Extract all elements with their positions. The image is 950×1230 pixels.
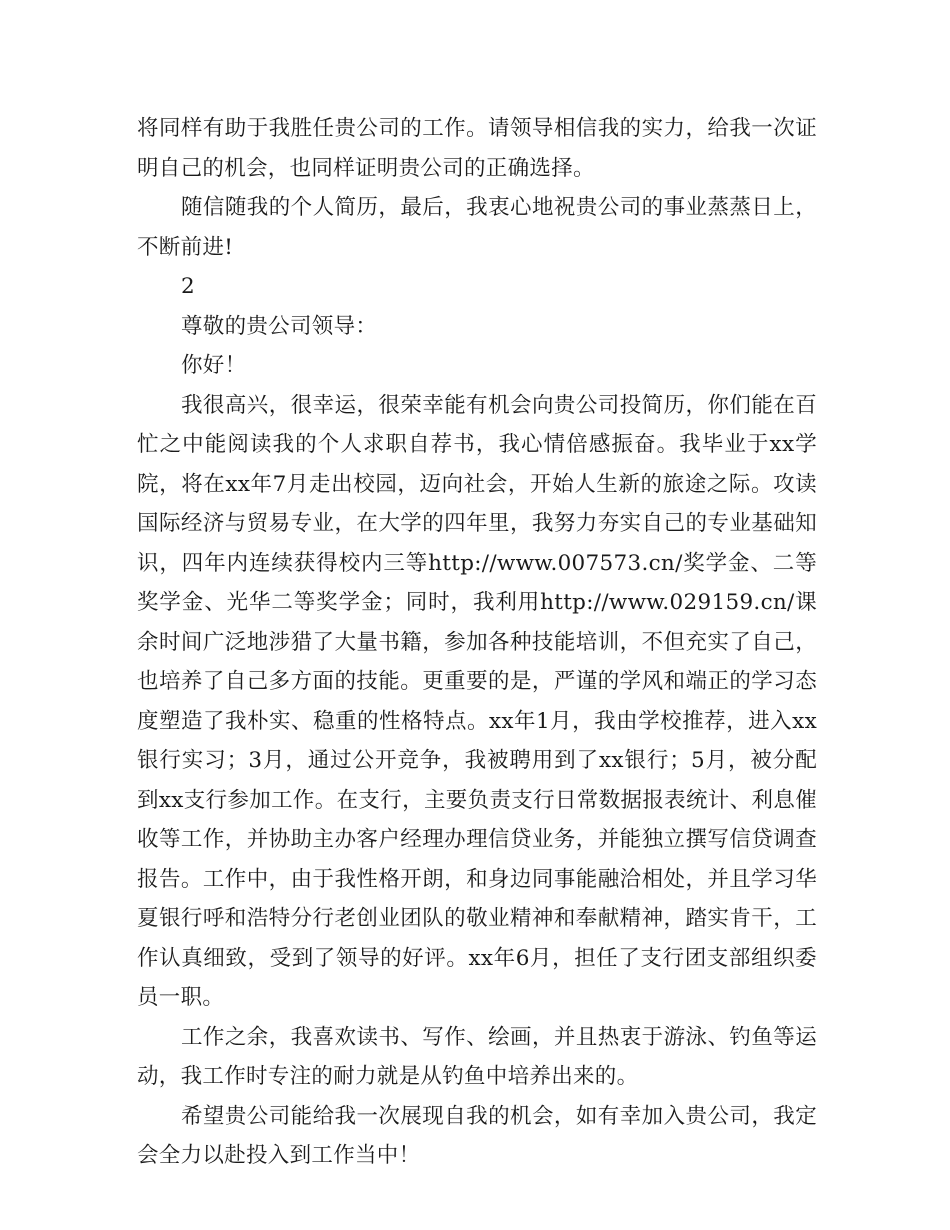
paragraph-main-body: 我很高兴，很幸运，很荣幸能有机会向贵公司投简历，你们能在百忙之中能阅读我的个人求职自荐书，我心情倍感振奋。我毕业于xx学院，将在xx年7月走出校园，迈向社会，开始人生新的旅途之际。攻读国际经济与贸易专业，在大学的四年里，我努力夯实自己的专业基础知识，四年内连续获得校内三等http://www.007573.cn/奖学金、二等奖学金、光华二等奖学金；同时，我利用http://www.029159.cn/课余时间广泛地涉猎了大量书籍，参加各种技能培训，不但充实了自己，也培养了自己多方面的技能。更重要的是，严谨的学风和端正的学习态度塑造了我朴实、稳重的性格特点。xx年1月，我由学校推荐，进入xx银行实习；3月，通过公开竞争，我被聘用到了xx银行；5月，被分配到xx支行参加工作。在支行，主要负责支行日常数据报表统计、利息催收等工作，并协助主办客户经理办理信贷业务，并能独立撰写信贷调查报告。工作中，由于我性格开朗，和身边同事能融洽相处，并且学习华夏银行呼和浩特分行老创业团队的敬业精神和奉献精神，踏实肯干，工作认真细致，受到了领导的好评。xx年6月，担任了支行团支部组织委员一职。 bbox=[137, 392, 817, 1010]
greeting: 你好！ bbox=[181, 353, 247, 378]
salutation: 尊敬的贵公司领导： bbox=[181, 313, 378, 339]
paragraph-conclusion: 希望贵公司能给我一次展现自我的机会，如有幸加入贵公司，我定会全力以赴投入到工作当中！ bbox=[137, 1103, 817, 1168]
paragraph-hobbies: 工作之余，我喜欢读书、写作、绘画，并且热衷于游泳、钓鱼等运动，我工作时专注的耐力就是从钓鱼中培养出来的。 bbox=[137, 1024, 817, 1089]
section-number: 2 bbox=[181, 274, 195, 299]
paragraph-closing-wishes: 随信随我的个人简历，最后，我衷心地祝贵公司的事业蒸蒸日上，不断前进! bbox=[137, 195, 817, 260]
paragraph-continuation: 将同样有助于我胜任贵公司的工作。请领导相信我的实力，给我一次证明自己的机会，也同样证明贵公司的正确选择。 bbox=[137, 116, 817, 181]
document-body bbox=[137, 109, 817, 1176]
